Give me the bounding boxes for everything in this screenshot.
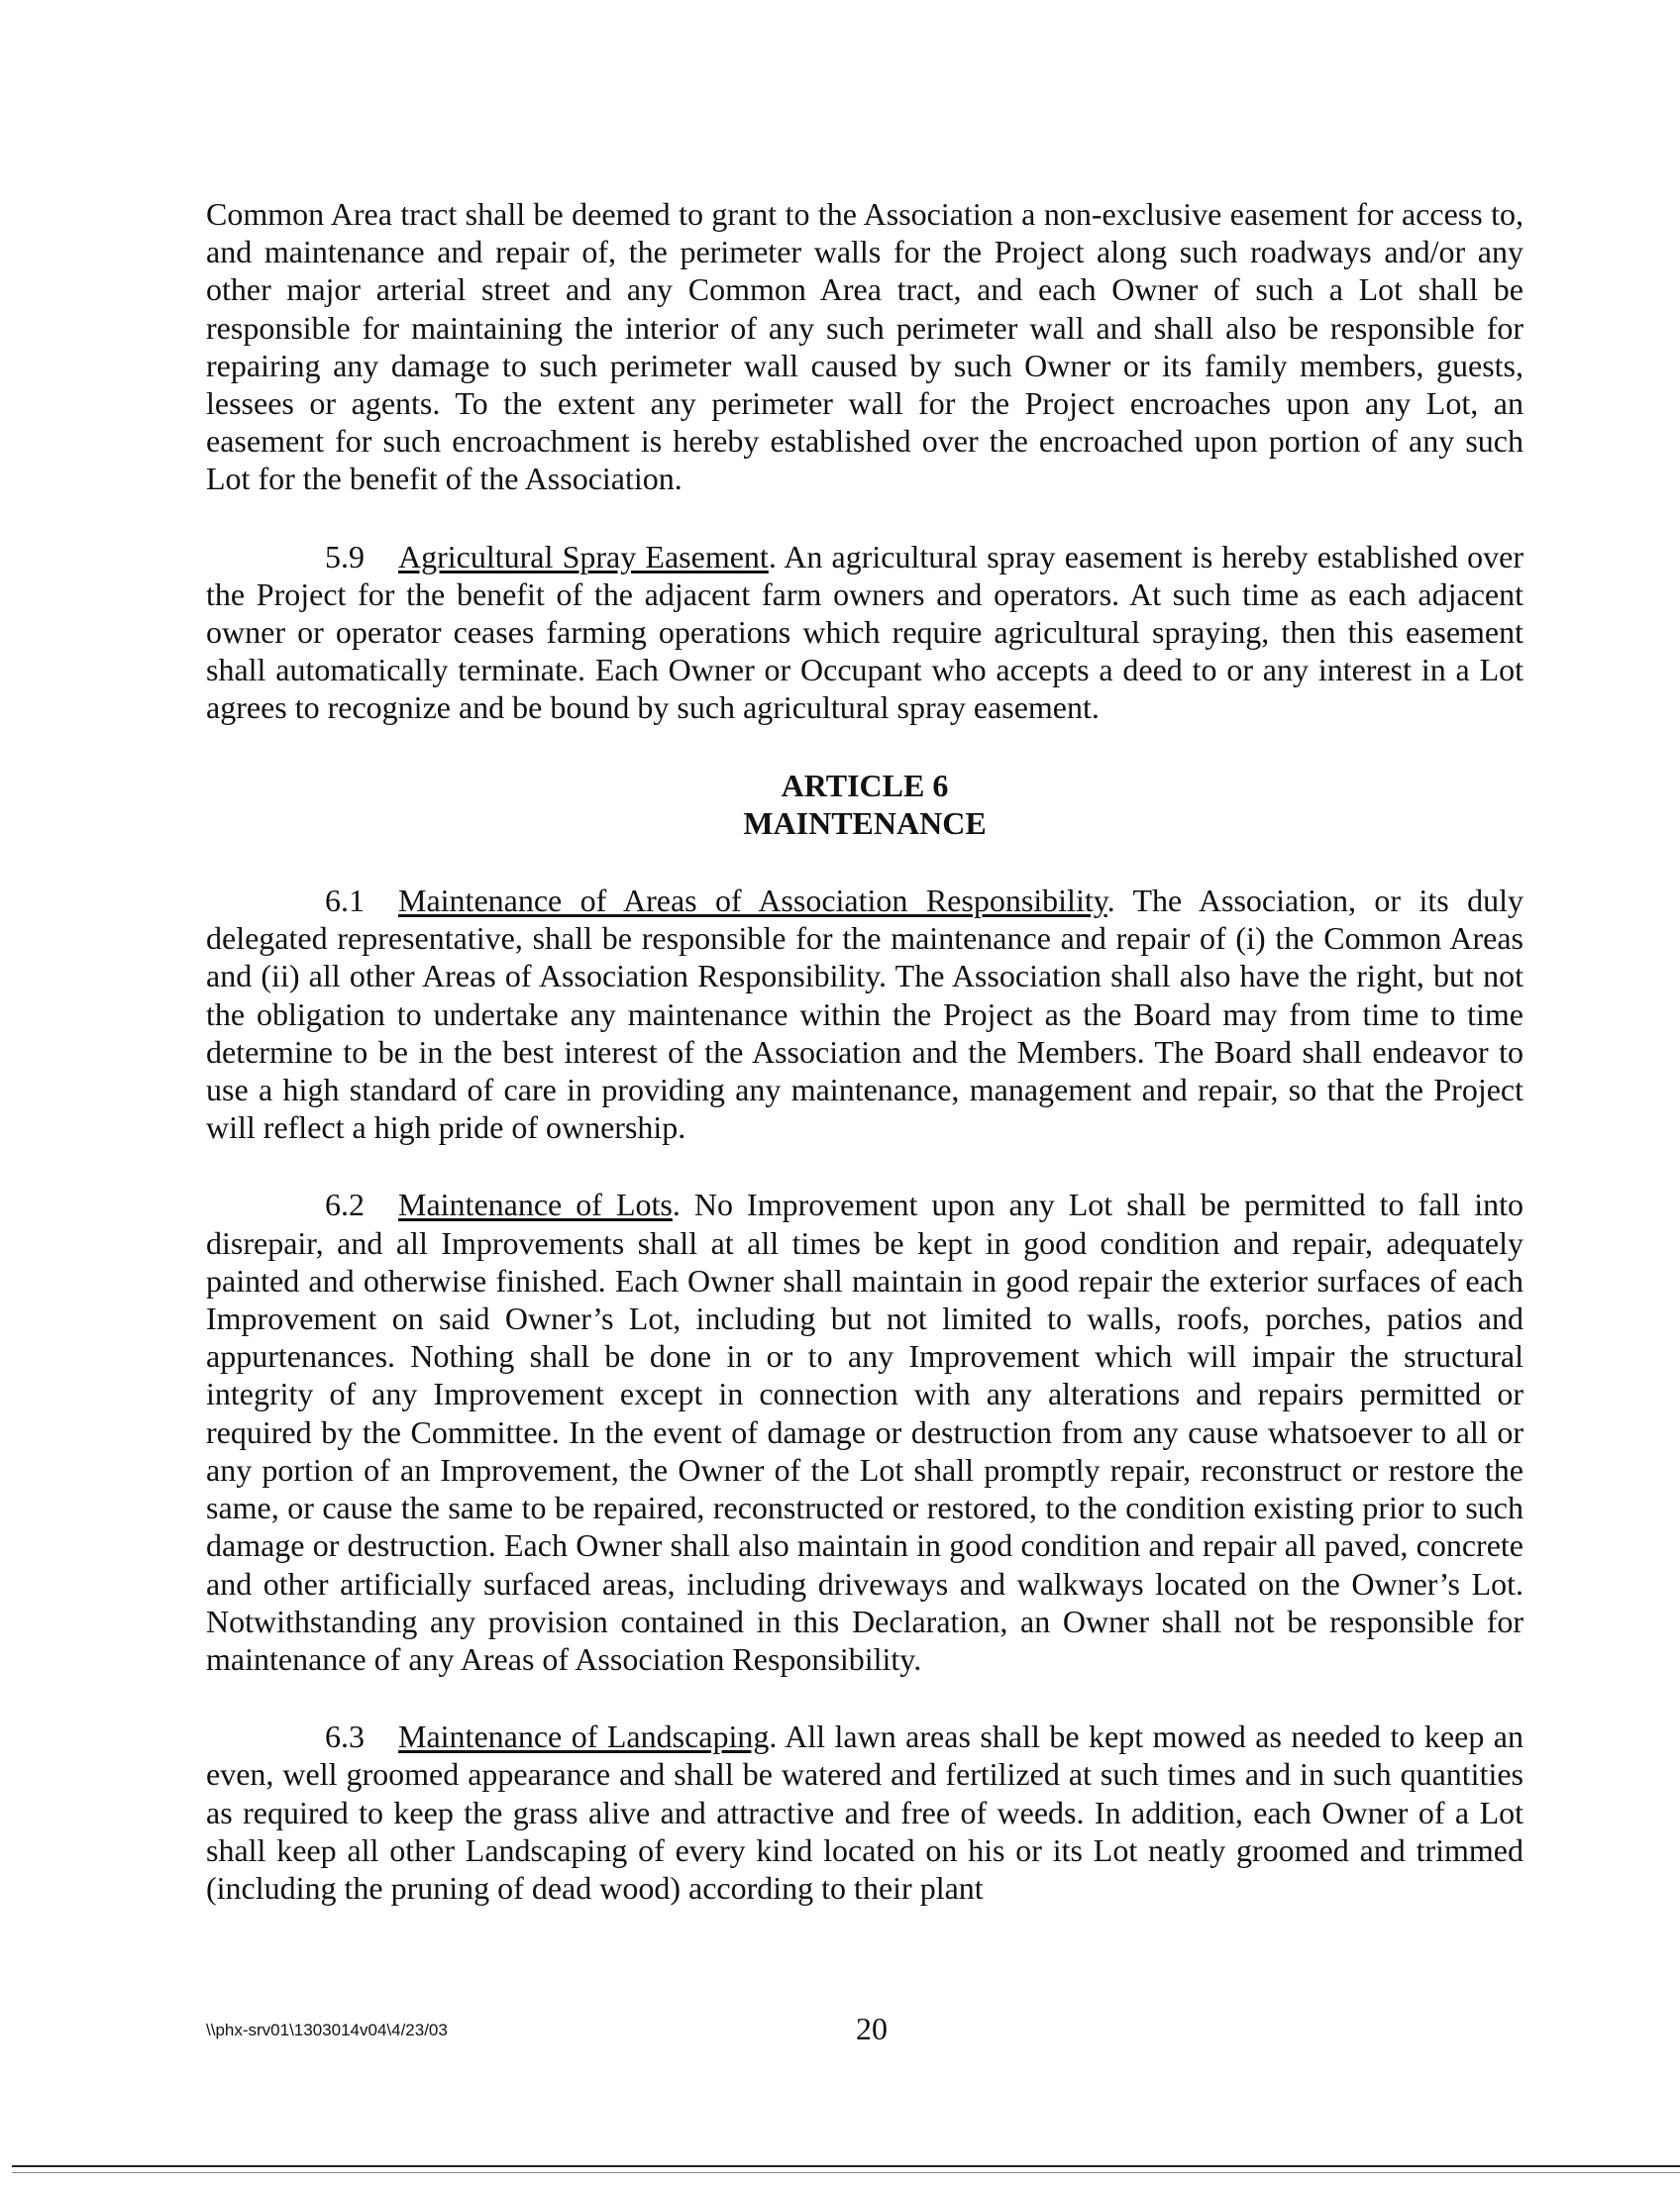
section-6-2: [206, 1186, 1523, 1678]
section-6-1: [206, 882, 1523, 1146]
scan-edge-line: [12, 2165, 1680, 2167]
section-text: . The Association, or its duly delegated representative, shall be responsible for the maintenance and repair of (i) the Common Areas and (ii) all other Areas of Association Responsibility. The Association shall also have the right, but not the obligation to undertake any maintenance within the Project as the Board may from time to time determine to be in the best interest of the Association and the Members. The Board shall endeavor to use a high standard of care in providing any maintenance, management and repair, so that the Project will reflect a high pride of ownership.: [206, 883, 1524, 1146]
section-text: . No Improvement upon any Lot shall be permitted to fall into disrepair, and all Improvements shall at all times be kept in good condition and repair, adequately painted and otherwise finished. Each Owner shall maintain in good repair the exterior surfaces of each Improvement on said Owner’s Lot, including but not limited to walls, roofs, porches, patios and appurtenances. Nothing shall be done in or to any Improvement which will impair the structural integrity of any Improvement except in connection with any alterations and repairs permitted or required by the Committee. In the event of damage or destruction from any cause whatsoever to all or any portion of an Improvement, the Owner of the Lot shall promptly repair, reconstruct or restore the same, or cause the same to be repaired, reconstructed or restored, to the condition existing prior to such damage or destruction. Each Owner shall also maintain in good condition and repair all paved, concrete and other artificially surfaced areas, including driveways and walkways located on the Owner’s Lot. Notwithstanding any provision contained in this Declaration, an Owner shall not be responsible for maintenance of any Areas of Association Responsibility.: [206, 1187, 1524, 1677]
section-text: . An agricultural spray easement is hereby established over the Project for the benefit of the adjacent farm owners and operators. At such time as each adjacent owner or operator ceases farming operations which require agricultural spraying, then this easement shall automatically terminate. Each Owner or Occupant who accepts a deed to or any interest in a Lot agrees to recognize and be bound by such agricultural spray easement.: [206, 538, 1524, 726]
scan-edge-line-secondary: [12, 2172, 1680, 2173]
continuation-text: Common Area tract shall be deemed to grant to the Association a non-exclusive easement for access to, and maintenance and repair of, the perimeter walls for the Project along such roadways and/or any other major arterial street and any Common Area tract, and each Owner of such a Lot shall be responsible for maintaining the interior of any such perimeter wall and shall also be responsible for repairing any damage to such perimeter wall caused by such Owner or its family members, guests, lessees or agents. To the extent any perimeter wall for the Project encroaches upon any Lot, an easement for such encroachment is hereby established over the encroached upon portion of any such Lot for the benefit of the Association.: [206, 196, 1523, 497]
section-number: 6.3: [325, 1718, 365, 1755]
article-title: MAINTENANCE: [743, 804, 987, 841]
section-title: Maintenance of Landscaping: [398, 1718, 770, 1755]
section-number: 6.2: [325, 1187, 365, 1223]
section-number: 6.1: [325, 883, 365, 919]
section-5-9: [206, 538, 1523, 727]
section-6-3: [206, 1718, 1523, 1907]
article-heading: [206, 767, 1523, 842]
article-number: ARTICLE 6: [781, 767, 949, 803]
section-title: Agricultural Spray Easement: [398, 538, 769, 574]
document-body: [206, 195, 1523, 1907]
section-number: 5.9: [325, 538, 365, 574]
footer-document-id: \\phx-srv01\1303014v04\4/23/03: [206, 2021, 448, 2039]
page-number: 20: [856, 2011, 888, 2046]
continuation-paragraph: [206, 195, 1523, 498]
section-title: Maintenance of Lots: [398, 1187, 673, 1223]
section-text: . All lawn areas shall be kept mowed as needed to keep an even, well groomed appearance and shall be watered and fertilized at such times and in such quantities as required to keep the grass alive and attractive and free of weeds. In addition, each Owner of a Lot shall keep all other Landscaping of every kind located on his or its Lot neatly groomed and trimmed (including the pruning of dead wood) according to their plant: [206, 1718, 1524, 1906]
section-title: Maintenance of Areas of Association Responsibility: [398, 883, 1107, 919]
